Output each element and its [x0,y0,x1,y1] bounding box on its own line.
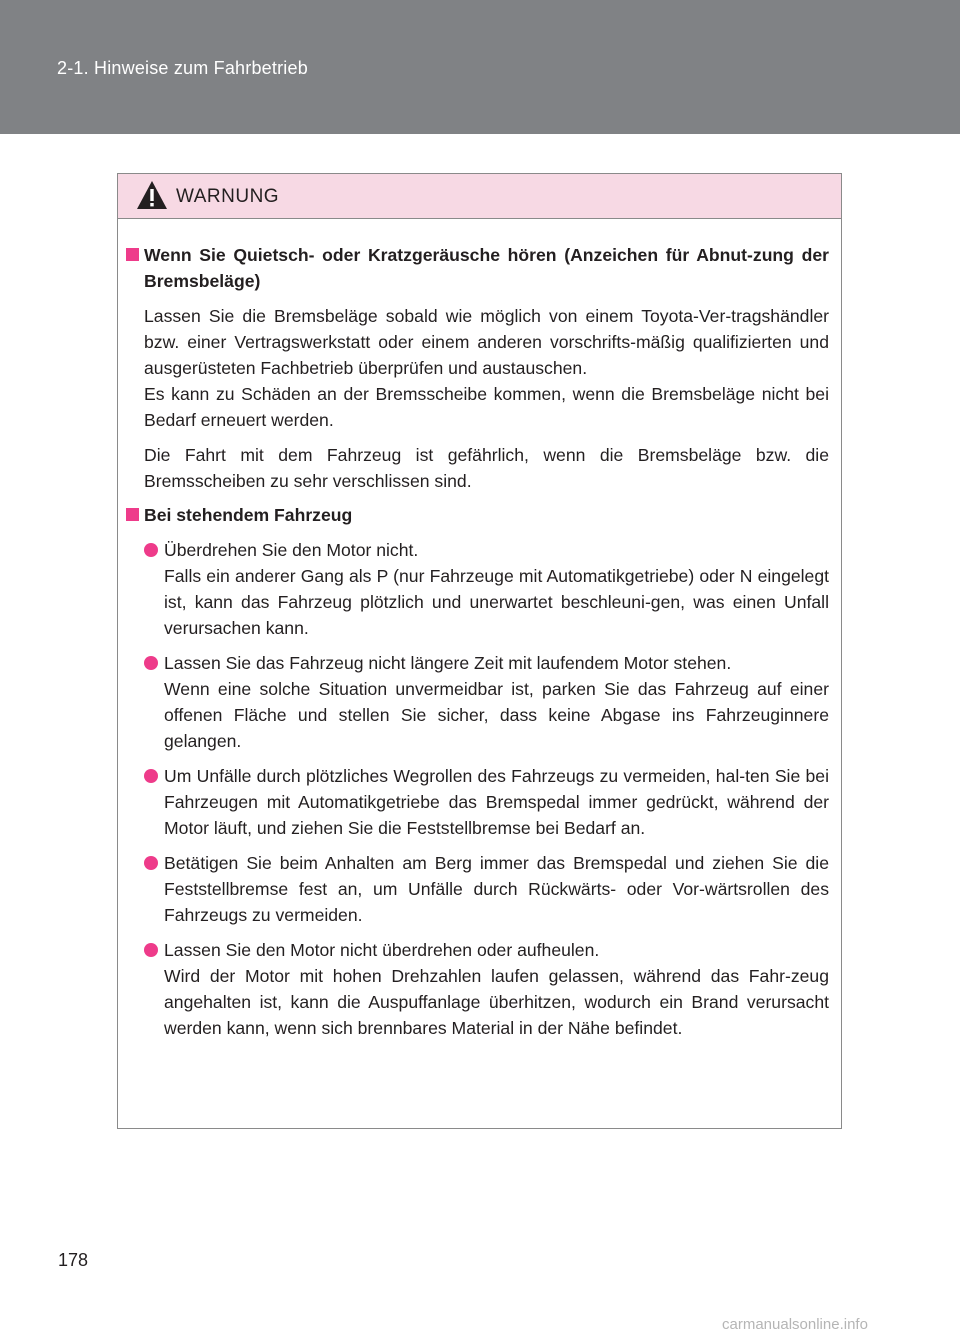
circle-bullet-icon [144,943,158,957]
bullet-list [126,537,829,1041]
list-item [126,850,829,928]
section-stationary-vehicle [126,502,829,528]
list-item [126,537,829,641]
list-item [126,763,829,841]
bullet-detail: Falls ein anderer Gang als P (nur Fahrzeuge mit Automatikgetriebe) oder N eingelegt ist, kann das Fahrzeug plötzlich und unerwartet beschleuni-gen, was einen Unfall verursachen kann. [164,566,829,638]
paragraph-line: Die Fahrt mit dem Fahrzeug ist gefährlich, wenn die Bremsbeläge bzw. die Bremsscheiben zu sehr verschlissen sind. [144,445,829,491]
bullet-lead: Betätigen Sie beim Anhalten am Berg immer das Bremspedal und ziehen Sie die Feststellbremse fest an, um Unfälle durch Rückwärts- oder Vor-wärtsrollen des Fahrzeugs zu vermeiden. [164,853,829,925]
bullet-detail: Wenn eine solche Situation unvermeidbar ist, parken Sie das Fahrzeug auf einer offenen Fläche und stellen Sie sicher, dass keine Abgase ins Fahrzeuginnere gelangen. [164,679,829,751]
list-item [126,937,829,1041]
circle-bullet-icon [144,656,158,670]
section-heading: Bei stehendem Fahrzeug [144,505,353,525]
section-brake-pads [126,242,829,494]
page-number: 178 [58,1250,89,1270]
square-bullet-icon [126,508,139,521]
page-header [0,0,960,134]
bullet-detail: Wird der Motor mit hohen Drehzahlen laufen gelassen, während das Fahr-zeug angehalten ist, kann die Auspuffanlage überhitzen, wodurch ein Brand verursacht werden kann, wenn sich brennbares Material in der Nähe befindet. [164,966,829,1038]
circle-bullet-icon [144,856,158,870]
paragraph [144,303,829,433]
warning-box [117,173,842,1129]
list-item [126,650,829,754]
section-heading: Wenn Sie Quietsch- oder Kratzgeräusche hören (Anzeichen für Abnut-zung der Bremsbeläge) [144,245,829,291]
warning-triangle-icon [136,180,168,210]
bullet-lead: Lassen Sie den Motor nicht überdrehen oder aufheulen. [164,940,600,960]
circle-bullet-icon [144,769,158,783]
paragraph [144,442,829,494]
bullet-lead: Lassen Sie das Fahrzeug nicht längere Zeit mit laufendem Motor stehen. [164,653,732,673]
bullet-lead: Um Unfälle durch plötzliches Wegrollen des Fahrzeugs zu vermeiden, hal-ten Sie bei Fahrzeugen mit Automatikgetriebe das Bremspedal immer gedrückt, während der Motor läuft, und ziehen Sie die Feststellbremse bei Bedarf an. [164,766,829,838]
paragraph-line: Lassen Sie die Bremsbeläge sobald wie möglich von einem Toyota-Ver-tragshändler bzw. einer Vertragswerkstatt oder einem anderen vorschrifts-mäßig qualifizierten und ausgerüsteten Fachbetrieb überprüfen und austauschen. [144,306,829,378]
paragraph-line: Es kann zu Schäden an der Bremsscheibe kommen, wenn die Bremsbeläge nicht bei Bedarf erneuert werden. [144,384,829,430]
circle-bullet-icon [144,543,158,557]
warning-title: WARNUNG [176,186,280,207]
bullet-lead: Überdrehen Sie den Motor nicht. [164,540,419,560]
square-bullet-icon [126,248,139,261]
warning-header [118,174,841,219]
section-title: 2-1. Hinweise zum Fahrbetrieb [57,58,308,78]
warning-content [126,234,829,1041]
watermark: carmanualsonline.info [722,1316,868,1333]
